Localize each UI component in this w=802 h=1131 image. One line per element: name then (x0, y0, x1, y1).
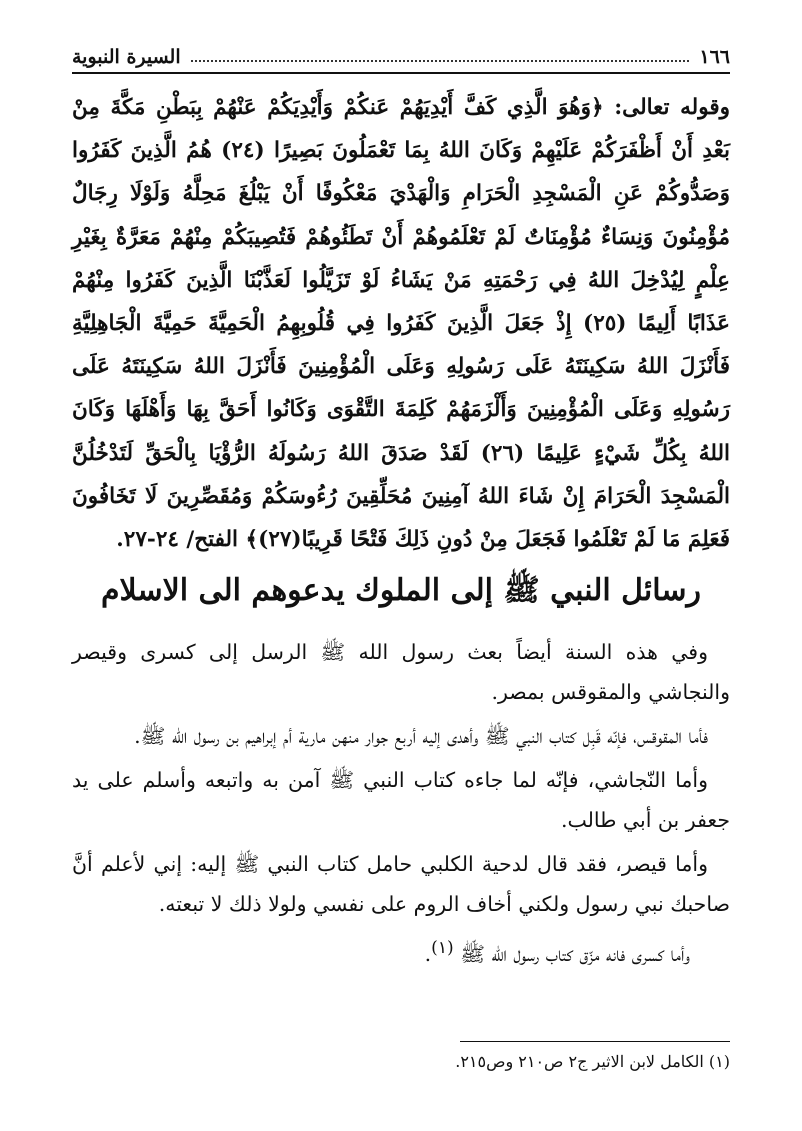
quran-verses: ﴿وَهُوَ الَّذِي كَفَّ أَيْدِيَهُمْ عَنكُمْ وَأَيْدِيَكُمْ عَنْهُمْ بِبَطْنِ مَكَّةَ مِنْ بَعْدِ أَنْ أَظْفَرَكُمْ عَلَيْهِمْ وَكَانَ اللهُ بِمَا تَعْمَلُونَ بَصِيرًا (٢٤) هُمُ الَّذِينَ كَفَرُوا وَصَدُّوكُمْ عَنِ الْمَسْجِدِ الْحَرَامِ وَالْهَدْيَ مَعْكُوفًا أَنْ يَبْلُغَ مَحِلَّهُ وَلَوْلَا رِجَالٌ مُؤْمِنُونَ وَنِسَاءٌ مُؤْمِنَاتٌ لَمْ تَعْلَمُوهُمْ أَنْ تَطَئُوهُمْ فَتُصِيبَكُمْ مِنْهُمْ مَعَرَّةٌ بِغَيْرِ عِلْمٍ لِيُدْخِلَ اللهُ فِي رَحْمَتِهِ مَنْ يَشَاءُ لَوْ تَزَيَّلُوا لَعَذَّبْنَا الَّذِينَ كَفَرُوا مِنْهُمْ عَذَابًا أَلِيمًا (٢٥) إِذْ جَعَلَ الَّذِينَ كَفَرُوا فِي قُلُوبِهِمُ الْحَمِيَّةَ حَمِيَّةَ الْجَاهِلِيَّةِ فَأَنْزَلَ اللهُ سَكِينَتَهُ عَلَى رَسُولِهِ وَعَلَى الْمُؤْمِنِينَ فَأَنْزَلَ اللهُ سَكِينَتَهُ عَلَى رَسُولِهِ وَعَلَى الْمُؤْمِنِينَ وَأَلْزَمَهُمْ كَلِمَةَ التَّقْوَى وَكَانُوا أَحَقَّ بِهَا وَأَهْلَهَا وَكَانَ اللهُ بِكُلِّ شَيْءٍ عَلِيمًا (٢٦) لَقَدْ صَدَقَ اللهُ رَسُولَهُ الرُّؤْيَا بِالْحَقِّ لَتَدْخُلُنَّ الْمَسْجِدَ الْحَرَامَ إِنْ شَاءَ اللهُ آمِنِينَ مُحَلِّقِينَ رُءُوسَكُمْ وَمُقَصِّرِينَ لَا تَخَافُونَ فَعَلِمَ مَا لَمْ تَعْلَمُوا فَجَعَلَ مِنْ دُونِ ذَلِكَ فَتْحًا قَرِيبًا(٢٧)﴾ (72, 95, 730, 553)
paragraph: وفي هذه السنة أيضاً بعث رسول الله ﷺ الرسل إلى كسرى وقيصر والنجاشي والمقوقس بمصر. (72, 640, 730, 704)
paragraph-text: وأما كسرى فانه مزّق كتاب رسول الله ﷺ (460, 941, 690, 966)
quran-intro: وقوله تعالى: (614, 95, 730, 120)
header-dot-leader (191, 60, 690, 62)
running-header (72, 44, 730, 74)
footnote-divider (460, 1041, 730, 1042)
page-number: ١٦٦ (699, 46, 730, 68)
footnote-marker: (١) (431, 938, 454, 958)
body-text (72, 632, 730, 978)
section-heading: رسائل النبي ﷺ إلى الملوك يدعوهم الى الاسلام (100, 573, 702, 608)
paragraph: وأما كسرى فانه مزّق كتاب رسول الله ﷺ $^{(١)}$. (424, 938, 690, 966)
footnote: (١) الكامل لابن الاثير ج٢ ص٢١٠ وص٢١٥. (455, 1052, 730, 1071)
paragraph: فأما المقوقس، فإنّه قَبِل كتاب النبي ﷺ وأهدى إليه أربع جوار منهن مارية أم إبراهيم بن رسول الله ﷺ. (134, 724, 708, 748)
quran-passage (72, 86, 730, 561)
paragraph: وأما النّجاشي، فإنّه لما جاءه كتاب النبي ﷺ آمن به واتبعه وأسلم على يد جعفر بن أبي طالب. (72, 768, 730, 832)
paragraph: وأما قيصر، فقد قال لدحية الكلبي حامل كتاب النبي ﷺ إليه: إني لأعلم أنَّ صاحبك نبي رسول ولكني أخاف الروم على نفسي ولولا ذلك لا تبعته. (72, 852, 730, 916)
book-title: السيرة النبوية (72, 46, 181, 68)
quran-citation: الفتح/ ٢٤-٢٧. (116, 527, 239, 553)
